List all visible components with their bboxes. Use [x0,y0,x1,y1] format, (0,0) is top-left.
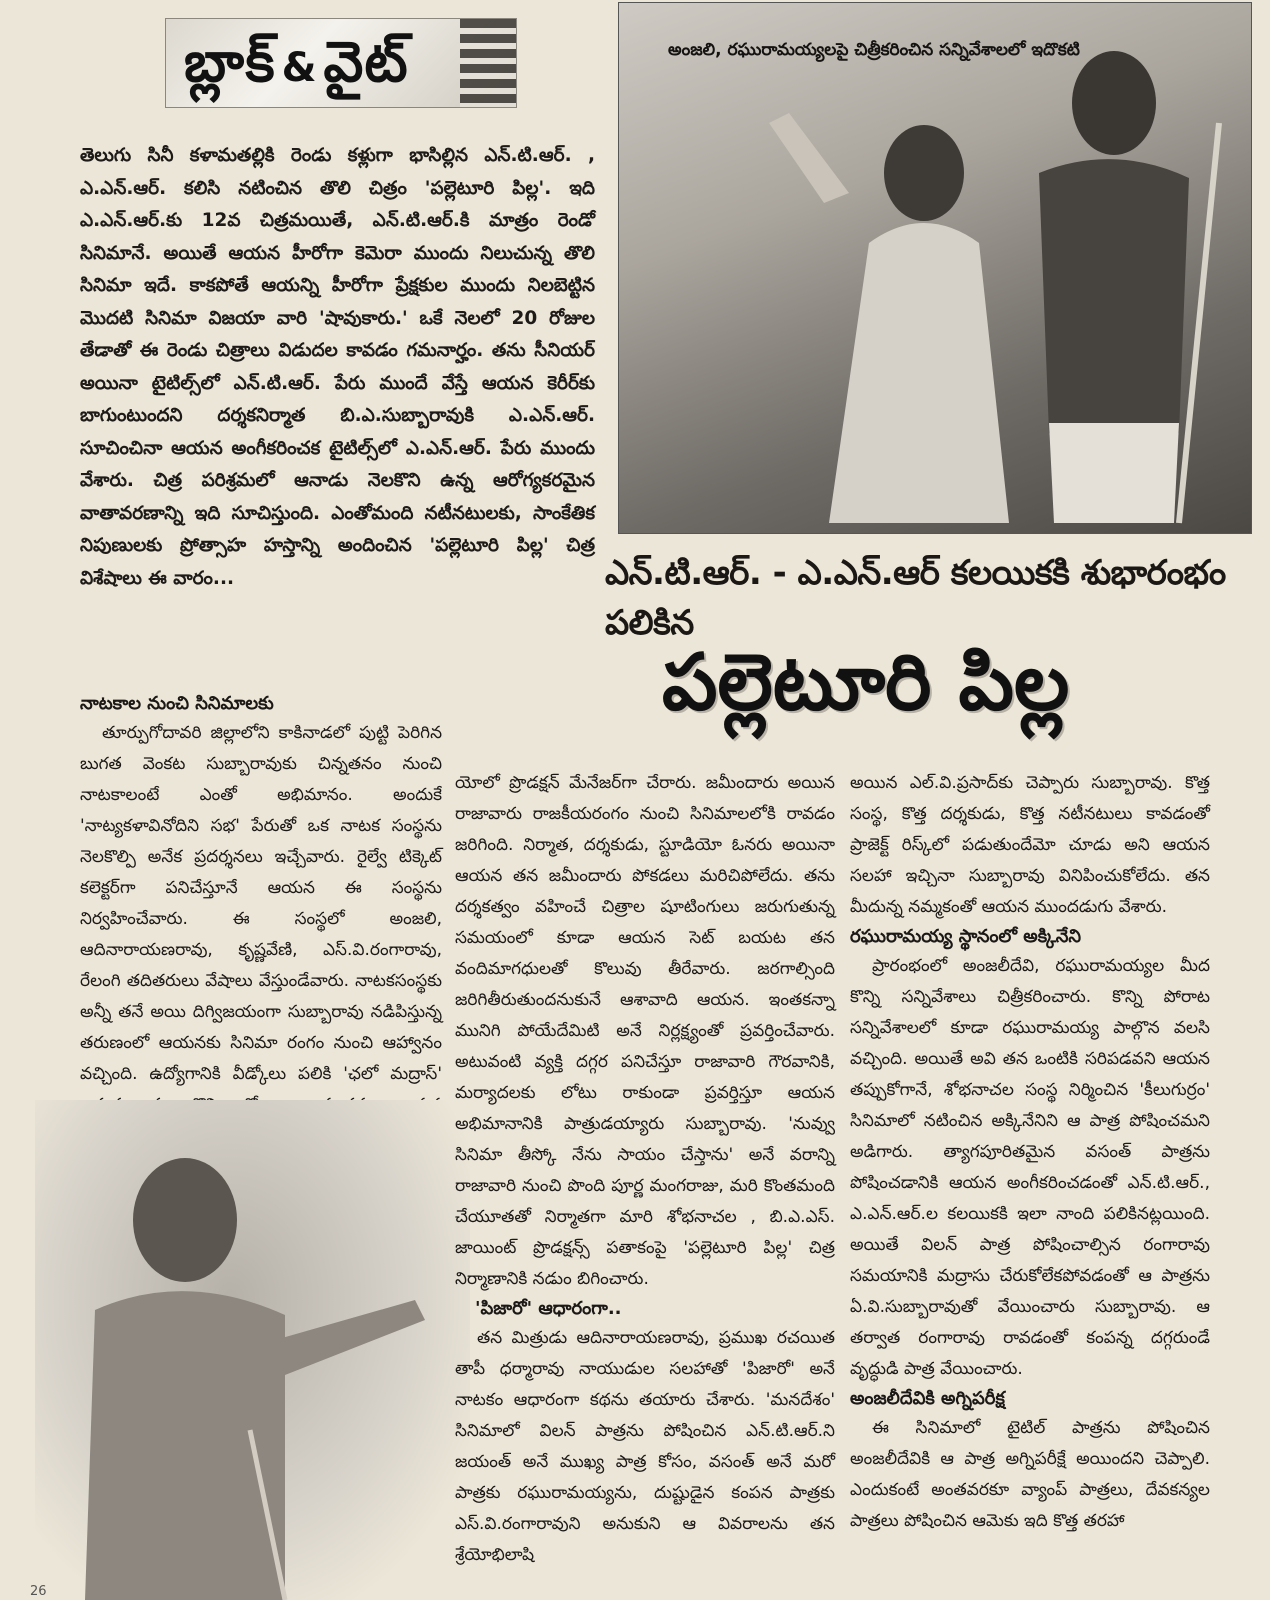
figure-man-body [1039,159,1189,433]
photo-ntr [35,1100,470,1600]
col3-paragraph-3: ఈ సినిమాలో టైటిల్ పాత్రను పోషించిన అంజలీదేవికి ఆ పాత్ర అగ్నిపరీక్షే అయిందని చెప్పాలి. ఎందుకంటే అంతవరకూ వ్యాంప్ పాత్రలు, దేవకన్యల పాత్రలు పోషించిన ఆమెకు ఇది కొత్త తరహా [850,1418,1210,1531]
masthead-title [184,25,464,101]
figure-man-head [1072,51,1156,155]
photo-anjali-raghuramaiah [618,2,1252,534]
column-3 [850,768,1210,1537]
masthead-logo [165,18,517,108]
figure-woman-arm [769,113,849,203]
col3-paragraph-2: ప్రారంభంలో అంజలీదేవి, రఘురామయ్యల మీద కొన్ని సన్నివేశాలు చిత్రీకరించారు. కొన్ని పోరాట సన్నివేశాలలో కూడా రఘురామయ్య పాల్గొన వలసి వచ్చింది. అయితే అవి తన ఒంటికి సరిపడవని ఆయన తప్పుకోగానే, శోభనాచల సంస్థ నిర్మించిన 'కీలుగుర్రం' సినిమాలో నటించిన అక్కినేనిని ఆ పాత్ర పోషించమని అడిగారు. త్యాగపూరితమైన వసంత్ పాత్రను పోషించడానికి ఆయన అంగీకరించడంతో ఎన్.టి.ఆర్., ఎ.ఎన్.ఆర్.ల కలయికకి ఇలా నాంది పలికినట్లయింది. అయితే విలన్ పాత్ర పోషించాల్సిన రంగారావు సమయానికి మద్రాసు చేరుకోలేకపోవడంతో ఆ పాత్రను ఏ.వి.సుబ్బారావుతో వేయించారు సుబ్బారావు. ఆ తర్వాత రంగారావు రావడంతో కంపన్న దగ్గరుండే వృద్ధుడి పాత్ర వేయించారు. [850,956,1210,1379]
page-number: 26 [30,1584,47,1599]
figure-man-trousers [1049,423,1179,523]
masthead-word-2: వైట్ [323,30,409,95]
sub-headline: ఎన్.టి.ఆర్. - ఎ.ఎన్.ఆర్ కలయికకి శుభారంభం పలికిన [605,553,1226,643]
col1-heading: నాటకాల నుంచి సినిమాలకు [80,693,274,714]
intro-paragraph: తెలుగు సినీ కళామతల్లికి రెండు కళ్లుగా భాసిల్లిన ఎన్.టి.ఆర్. , ఎ.ఎన్.ఆర్. కలిసి నటించిన తొలి చిత్రం 'పల్లెటూరి పిల్ల'. ఇది ఎ.ఎన్.ఆర్.కు 12వ చిత్రమయితే, ఎన్.టి.ఆర్.కి మాత్రం రెండో సినిమానే. అయితే ఆయన హీరోగా కెమెరా ముందు నిలుచున్న తొలి సినిమా ఇదే. కాకపోతే ఆయన్ని హీరోగా ప్రేక్షకుల ముందు నిలబెట్టిన మొదటి సినిమా విజయా వారి 'షావుకారు.' ఒకే నెలలో 20 రోజుల తేడాతో ఈ రెండు చిత్రాలు విడుదల కావడం గమనార్హం. తను సీనియర్ అయినా టైటిల్స్‌లో ఎన్.టి.ఆర్. పేరు ముందే వేస్తే ఆయన కెరీర్‌కు బాగుంటుందని దర్శకనిర్మాత బి.ఎ.సుబ్బారావుకి ఎ.ఎన్.ఆర్. సూచించినా ఆయన అంగీకరించక టైటిల్స్‌లో ఎ.ఎన్.ఆర్. పేరు ముందు వేశారు. చిత్ర పరిశ్రమలో ఆనాడు నెలకొని ఉన్న ఆరోగ్యకరమైన వాతావరణాన్ని ఇది సూచిస్తుంది. ఎంతోమంది నటీనటులకు, సాంకేతిక నిపుణులకు ప్రోత్సాహ హస్తాన్ని అందించిన 'పల్లెటూరి పిల్ల' చిత్ర విశేషాలు ఈ వారం... [80,145,595,589]
photo-caption: అంజలి, రఘురామయ్యలపై చిత్రీకరించిన సన్నివేశాలలో ఇదొకటి [668,40,1080,60]
column-2 [455,768,835,1571]
col2-paragraph-2: తన మిత్రుడు ఆదినారాయణరావు, ప్రముఖ రచయిత తాపీ ధర్మారావు నాయుడుల సలహాతో 'పిజారో' అనే నాటకం ఆధారంగా కథను తయారు చేశారు. 'మనదేశం' సినిమాలో విలన్ పాత్రను పోషించిన ఎన్.టి.ఆర్.ని జయంత్ అనే ముఖ్య పాత్ర కోసం, వసంత్ అనే మరో పాత్రకు రఘురామయ్యను, దుష్టుడైన కంపన పాత్రకు ఎస్.వి.రంగారావుని అనుకుని ఆ వివరాలను తన శ్రేయోభిలాషి [455,1328,835,1565]
masthead-word-1: బ్లాక్ [184,30,276,95]
figure-woman-body [829,223,1009,523]
film-strip-graphic [460,19,516,107]
ntr-arm [275,1300,425,1375]
col3-heading-1: రఘురామయ్య స్థానంలో అక్కినేని [850,926,1082,947]
main-headline: పల్లెటూరి పిల్ల [662,638,1070,728]
column-1 [80,690,442,1152]
photo-ntr-figure [35,1100,470,1600]
ntr-head [133,1158,237,1282]
col3-heading-2: అంజలీదేవికి అగ్నిపరీక్ష [850,1388,1005,1409]
col2-paragraph-1: యోలో ప్రొడక్షన్ మేనేజర్‌గా చేరారు. జమీందారు అయిన రాజావారు రాజకీయరంగం నుంచి సినిమాలలోకి రావడం జరిగింది. నిర్మాత, దర్శకుడు, స్టూడియో ఓనరు అయినా ఆయన తన జమీందారు పోకడలు మరిచిపోలేదు. తను దర్శకత్వం వహించే చిత్రాల షూటింగులు జరుగుతున్న సమయంలో కూడా ఆయన సెట్ బయట తన వందిమాగధులతో కొలువు తీరేవారు. జరగాల్సింది జరిగితీరుతుందనుకునే ఆశావాది ఆయన. ఇంతకన్నా మునిగి పోయేదేమిటి అనే నిర్లక్ష్యంతో ప్రవర్తించేవారు. అటువంటి వ్యక్తి దగ్గర పనిచేస్తూ రాజావారి గౌరవానికి, మర్యాదలకు లోటు రాకుండా ప్రవర్తిస్తూ ఆయన అభిమానానికి పాత్రుడయ్యారు సుబ్బారావు. 'నువ్వు సినిమా తీస్కో నేను సాయం చేస్తాను' అనే వరాన్ని రాజావారి నుంచి పొంది పూర్ణ మంగరాజు, మరి కొంతమంది చేయూతతో నిర్మాతగా మారి శోభనాచల , బి.ఎ.ఎస్. జాయింట్ ప్రొడక్షన్స్ పతాకంపై 'పల్లెటూరి పిల్ల' చిత్ర నిర్మాణానికి నడుం బిగించారు. [455,773,835,1289]
col1-paragraph: తూర్పుగోదావరి జిల్లాలోని కాకినాడలో పుట్టి పెరిగిన బుగత వెంకట సుబ్బారావుకు చిన్నతనం నుంచి నాటకాలంటే ఎంతో అభిమానం. అందుకే 'నాట్యకళావినోదిని సభ' పేరుతో ఒక నాటక సంస్థను నెలకొల్పి అనేక ప్రదర్శనలు ఇచ్చేవారు. రైల్వే టిక్కెట్ కలెక్టర్‌గా పనిచేస్తూనే ఆయన ఈ సంస్థను నిర్వహించేవారు. ఈ సంస్థలో అంజలి, ఆదినారాయణరావు, కృష్ణవేణి, ఎస్.వి.రంగారావు, రేలంగి తదితరులు వేషాలు వేస్తుండేవారు. నాటకసంస్థకు అన్నీ తనే అయి దిగ్విజయంగా సుబ్బారావు నడిపిస్తున్న తరుణంలో ఆయనకు సినిమా రంగం నుంచి ఆహ్వానం వచ్చింది. ఉద్యోగానికి వీడ్కోలు పలికి 'ఛలో మద్రాస్' [80,723,442,1084]
col2-heading: 'పిజారో' ఆధారంగా.. [475,1298,622,1319]
figure-woman-head [884,125,964,221]
masthead-ampersand: & [281,45,318,91]
photo-figures [619,3,1251,533]
col3-paragraph-1: అయిన ఎల్.వి.ప్రసాద్‌కు చెప్పారు సుబ్బారావు. కొత్త సంస్థ, కొత్త దర్శకుడు, కొత్త నటీనటులు కావడంతో ప్రాజెక్ట్ రిస్క్‌లో పడుతుందేమో చూడు అని ఆయన సలహా ఇచ్చినా సుబ్బారావు వినిపించుకోలేదు. తన మీదున్న నమ్మకంతో ఆయన ముందడుగు వేశారు. [850,773,1210,917]
